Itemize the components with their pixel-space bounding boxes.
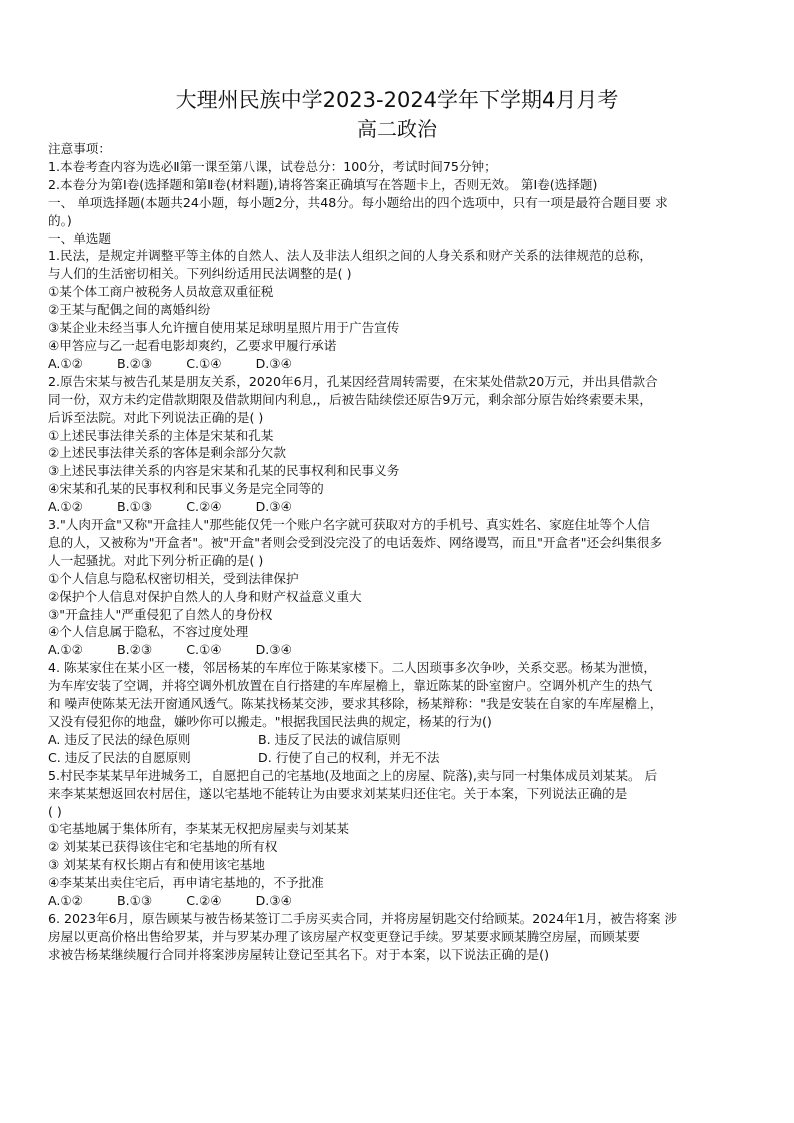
question-stem: 2.原告宋某与被告孔某是朋友关系，2020年6月，孔某因经营周转需要，在宋某处借款20万元，并出具借款合: [48, 373, 658, 389]
option-b: B.①③: [116, 893, 153, 909]
answer-options: [48, 731, 748, 749]
notice-line: 1.本卷考查内容为选必Ⅱ第一课至第八课，试卷总分：100分，考试时间75分钟；: [48, 158, 497, 174]
option-d: D.③④: [255, 355, 292, 371]
statement: ④甲答应与乙一起看电影却爽约，乙要求甲履行承诺: [48, 337, 337, 353]
statement: ④宋某和孔某的民事权利和民事义务是完全同等的: [48, 481, 324, 497]
question-stem: 后诉至法院。对此下列说法正确的是( ): [48, 409, 264, 425]
statement: ④李某某出卖住宅后，再申请宅基地的，不予批准: [48, 875, 324, 891]
question-stem: 同一份，双方未约定借款期限及借款期间内利息,，后被告陆续偿还原告9万元，剩余部分原告始终索要未果，: [48, 391, 652, 407]
question-stem: 求被告杨某继续履行合同并将案涉房屋转让登记至其名下。对于本案，以下说法正确的是(): [48, 946, 549, 962]
option-b: B.②③: [116, 642, 153, 658]
statement: ①宅基地属于集体所有，李某某无权把房屋卖与刘某某: [48, 821, 349, 837]
statement: ③ 刘某某有权长期占有和使用该宅基地: [48, 857, 265, 873]
option-c: C.②④: [186, 893, 222, 909]
section-title: 一、单选题: [48, 230, 111, 246]
question-stem: 为车库安装了空调，并将空调外机放置在自行搭建的车库屋檐上，靠近陈某的卧室窗户。空调外机产生的热气: [48, 678, 653, 694]
option-c: C. 违反了民法的自愿原则: [48, 749, 191, 765]
question-stem: 人一起骚扰。对此下列分析正确的是( ): [48, 552, 264, 568]
notice-line: 的。): [48, 212, 72, 228]
answer-options: [48, 749, 748, 767]
answer-options: [48, 641, 748, 659]
question-stem: 3."人肉开盒"又称"开盒挂人"那些能仅凭一个账户名字就可获取对方的手机号、真实姓名、家庭住址等个人信: [48, 517, 650, 533]
question-stem: 4. 陈某家住在某小区一楼，邻居杨某的车库位于陈某家楼下。二人因琐事多次争吵，关系交恶。杨某为泄愤，: [48, 660, 656, 676]
statement: ①某个体工商户被税务人员故意双重征税: [48, 284, 274, 300]
option-d: D.③④: [255, 642, 292, 658]
option-d: D. 行使了自己的权利，并无不法: [258, 749, 440, 765]
question-stem: 1.民法，是规定并调整平等主体的自然人、法人及非法人组织之间的人身关系和财产关系的法律规范的总称，: [48, 248, 652, 264]
question-stem: 来李某某想返回农村居住，遂以宅基地不能转让为由要求刘某某归还住宅。关于本案，下列说法正确的是: [48, 785, 628, 801]
option-c: C.①④: [186, 355, 222, 371]
question-stem: ( ): [48, 803, 62, 819]
option-a: A. 违反了民法的绿色原则: [48, 731, 191, 747]
question-1: [48, 247, 748, 372]
answer-options: [48, 498, 748, 516]
statement: ④个人信息属于隐私，不容过度处理: [48, 624, 249, 640]
notice-heading: 注意事项：: [48, 141, 111, 156]
statement: ②王某与配偶之间的离婚纠纷: [48, 302, 211, 318]
question-stem: 息的人，又被称为"开盒者"。被"开盒"者则会受到没完没了的电话轰炸、网络谩骂，而且"开盒者"还会纠集很多: [48, 534, 663, 550]
option-c: C.①④: [186, 642, 222, 658]
question-2: [48, 373, 748, 516]
question-stem: 和 噪声使陈某无法开窗通风透气。陈某找杨某交涉，要求其移除，杨某辩称："我是安装在自家的车库屋檐上，: [48, 696, 663, 712]
answer-options: [48, 355, 748, 373]
notice-line: 一、 单项选择题(本题共24小题，每小题2分，共48分。每小题给出的四个选项中，只有一项是最符合题目要 求: [48, 194, 668, 210]
option-a: A.①②: [48, 893, 83, 909]
statement: ③某企业未经当事人允许擅自使用某足球明星照片用于广告宣传: [48, 320, 400, 336]
question-stem: 与人们的生活密切相关。下列纠纷适用民法调整的是( ): [48, 266, 352, 282]
statement: ②上述民事法律关系的客体是剩余部分欠款: [48, 445, 286, 461]
option-a: A.①②: [48, 642, 83, 658]
option-a: A.①②: [48, 499, 83, 515]
statement: ①上述民事法律关系的主体是宋某和孔某: [48, 427, 274, 443]
exam-subject: 高二政治: [357, 117, 437, 141]
question-3: [48, 516, 748, 659]
option-b: B.②③: [116, 355, 153, 371]
option-c: C.②④: [186, 499, 222, 515]
question-stem: 6. 2023年6月，原告顾某与被告杨某签订二手房买卖合同，并将房屋钥匙交付给顾某。2024年1月，被告将案 涉: [48, 910, 678, 926]
statement: ② 刘某某已获得该住宅和宅基地的所有权: [48, 839, 278, 855]
option-d: D.③④: [255, 893, 292, 909]
question-5: [48, 767, 748, 910]
question-stem: 又没有侵犯你的地盘，嫌吵你可以搬走。"根据我国民法典的规定，杨某的行为(): [48, 714, 492, 729]
notice-line: 2.本卷分为第Ⅰ卷(选择题和第Ⅱ卷(材料题),请将答案正确填写在答题卡上，否则无效。 第Ⅰ卷(选择题): [48, 176, 598, 192]
exam-content: [48, 140, 748, 964]
option-b: B.①③: [116, 499, 153, 515]
exam-title: 大理州民族中学2023-2024学年下学期4月月考: [175, 88, 619, 112]
answer-options: [48, 892, 748, 910]
statement: ③"开盒挂人"严重侵犯了自然人的身份权: [48, 606, 273, 622]
statement: ①个人信息与隐私权密切相关，受到法律保护: [48, 570, 299, 586]
statement: ②保护个人信息对保护自然人的人身和财产权益意义重大: [48, 588, 362, 604]
statement: ③上述民事法律关系的内容是宋某和孔某的民事权利和民事义务: [48, 463, 400, 479]
question-6: [48, 910, 748, 964]
question-stem: 房屋以更高价格出售给罗某，并与罗某办理了该房屋产权变更登记手续。罗某要求顾某腾空房屋，而顾某要: [48, 928, 640, 944]
option-a: A.①②: [48, 355, 83, 371]
option-b: B. 违反了民法的诚信原则: [258, 731, 401, 747]
option-d: D.③④: [255, 499, 292, 515]
question-stem: 5.村民李某某早年进城务工，自愿把自己的宅基地(及地面之上的房屋、院落),卖与同一村集体成员刘某某。 后: [48, 767, 658, 783]
question-4: [48, 659, 748, 766]
